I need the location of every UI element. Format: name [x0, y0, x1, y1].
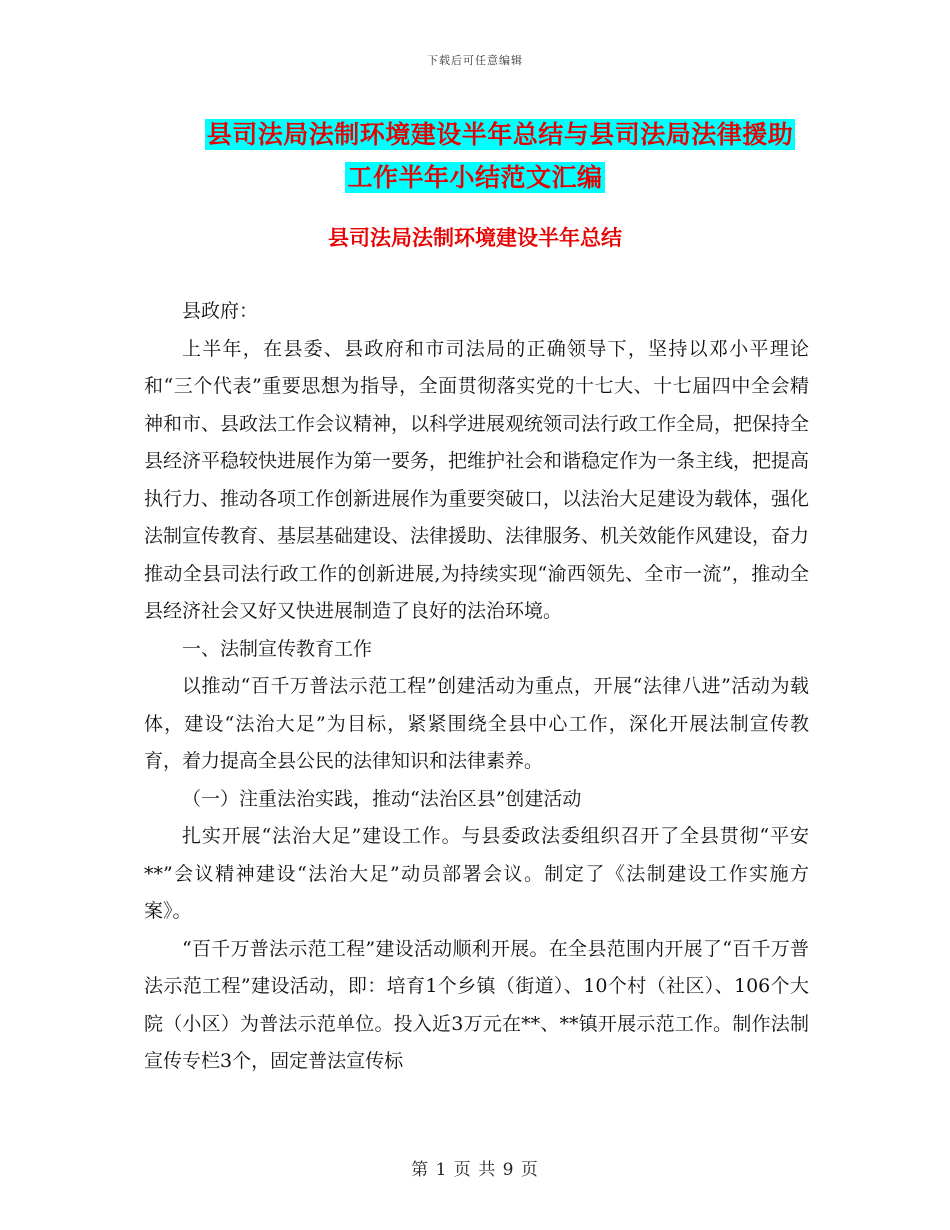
document-body — [144, 293, 809, 1081]
document-title-line-2: 工作半年小结范文汇编 — [347, 163, 603, 192]
heading-1: 一、法制宣传教育工作 — [182, 637, 373, 660]
salutation: 县政府： — [182, 300, 259, 322]
body-paragraph: 扎实开展“法治大足”建设工作。与县委政法委组织召开了全县贯彻“平安**”会议精神建设“法治大足”动员部署会议。制定了《法制建设工作实施方案》。 — [144, 825, 809, 922]
header-note: 下载后可任意编辑 — [427, 54, 523, 67]
document-title-line-1: 县司法局法制环境建设半年总结与县司法局法律援助 — [206, 120, 794, 149]
body-paragraph: “百千万普法示范工程”建设活动顺利开展。在全县范围内开展了“百千万普法示范工程”建设活动，即：培育1个乡镇（街道）、10个村（社区）、106个大院（小区）为普法示范单位。投入近3万元在**、**镇开展示范工作。制作法制宣传专栏3个，固定普法宣传标 — [144, 937, 809, 1072]
page-footer: 第 1 页 共 9 页 — [411, 1160, 539, 1180]
section-title: 县司法局法制环境建设半年总结 — [328, 226, 622, 250]
body-paragraph: 以推动“百千万普法示范工程”创建活动为重点，开展“法律八进”活动为载体，建设“法治大足”为目标，紧紧围绕全县中心工作，深化开展法制宣传教育，着力提高全县公民的法律知识和法律素养。 — [144, 675, 809, 772]
body-paragraph: 上半年，在县委、县政府和市司法局的正确领导下，坚持以邓小平理论和“三个代表”重要思想为指导，全面贯彻落实党的十七大、十七届四中全会精神和市、县政法工作会议精神，以科学进展观统领司法行政工作全局，把保持全县经济平稳较快进展作为第一要务，把维护社会和谐稳定作为一条主线，把提高执行力、推动各项工作创新进展作为重要突破口，以法治大足建设为载体，强化法制宣传教育、基层基础建设、法律援助、法律服务、机关效能作风建设，奋力推动全县司法行政工作的创新进展,为持续实现“渝西领先、全市一流”，推动全县经济社会又好又快进展制造了良好的法治环境。 — [144, 337, 810, 622]
subheading-1: （一）注重法治实践，推动“法治区县”创建活动 — [182, 787, 582, 810]
